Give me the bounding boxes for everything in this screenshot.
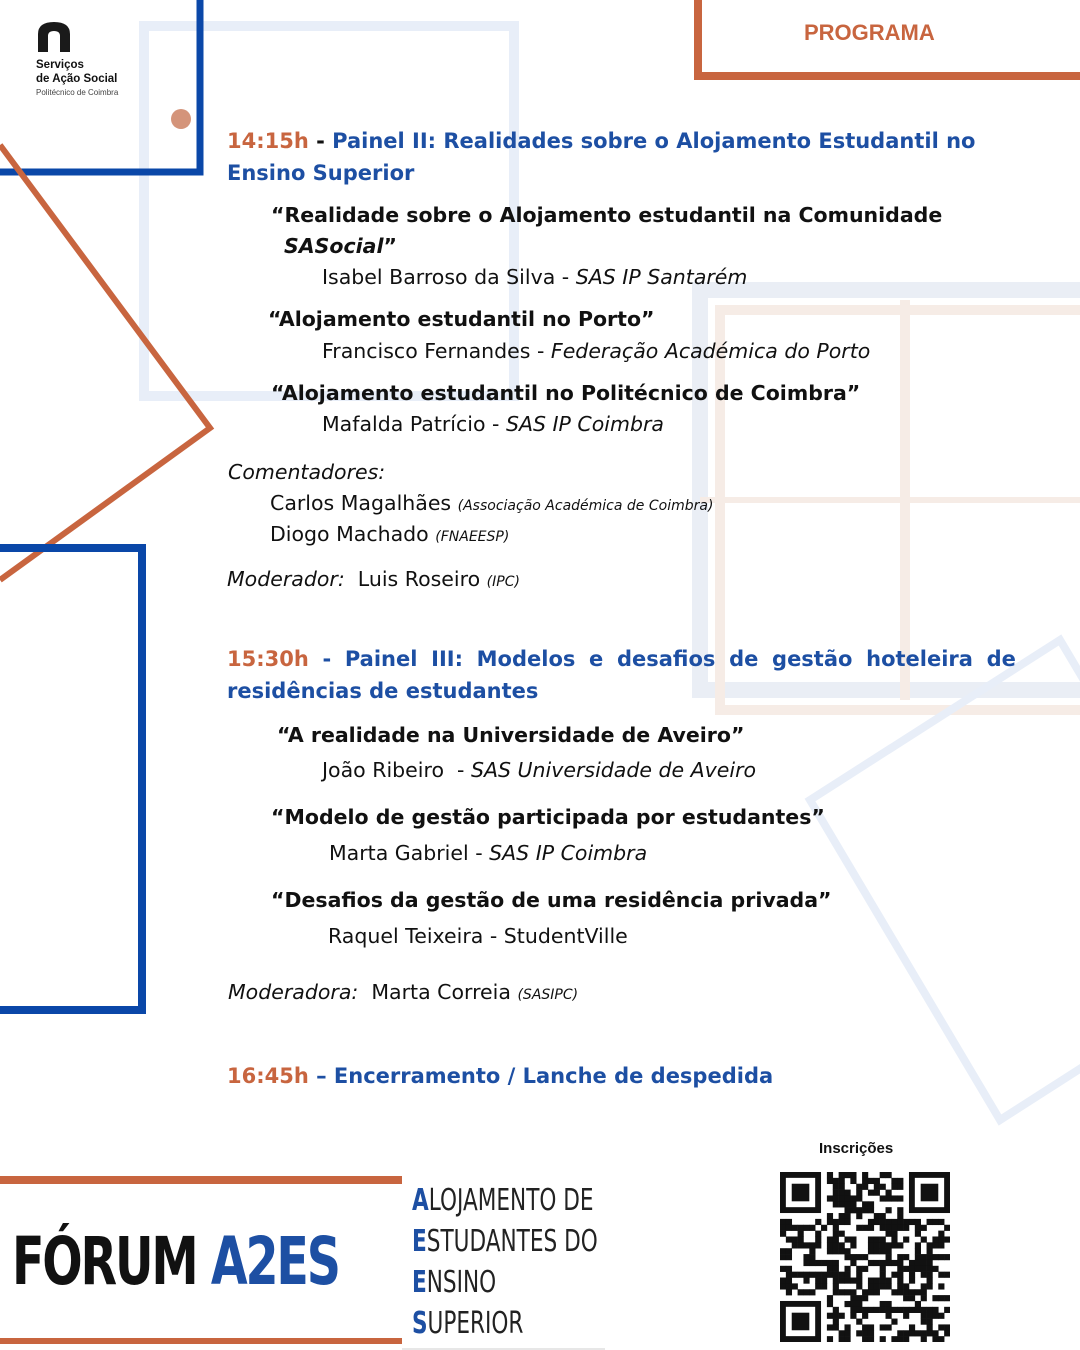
talk-speaker: Marta Gabriel - SAS IP Coimbra <box>329 841 648 865</box>
closing-time: 16:45h <box>227 1064 309 1088</box>
talk-speaker: João Ribeiro - SAS Universidade de Aveiro <box>322 758 757 782</box>
commenter: Carlos Magalhães (Associação Académica de Coimbra) <box>270 491 714 515</box>
panel3-time: 15:30h <box>227 647 309 671</box>
panel2-heading: 14:15h - Painel II: Realidades sobre o Alojamento Estudantil no <box>227 129 976 153</box>
org-logo <box>36 20 118 97</box>
talk-title-cont: SASocial” <box>284 234 398 258</box>
talk-speaker: Raquel Teixeira - StudentVille <box>328 924 628 948</box>
brand-a2es: A2ES <box>210 1223 339 1300</box>
acronym-line: SUPERIOR <box>412 1306 524 1341</box>
qr-finder-pattern <box>792 1313 810 1331</box>
brand-forum: FÓRUM <box>12 1223 211 1300</box>
talk-title: “Realidade sobre o Alojamento estudantil na Comunidade <box>271 203 943 227</box>
panel2-moderator: Moderador: Luis Roseiro (IPC) <box>227 567 520 591</box>
arch-logo-icon <box>36 20 72 52</box>
closing-text: – Encerramento / Lanche de despedida <box>308 1064 774 1088</box>
org-name-line1: Serviços <box>36 59 84 71</box>
panel3-heading: 15:30h - Painel III: Modelos e desafios de gestão hoteleira de <box>227 647 1016 671</box>
blue-bracket-left <box>0 548 142 1010</box>
org-name-line2: de Ação Social <box>36 73 118 85</box>
talk-speaker: Isabel Barroso da Silva - SAS IP Santarém <box>322 265 748 289</box>
org-name-line3: Politécnico de Coimbra <box>36 88 119 97</box>
talk-title: “Alojamento estudantil no Politécnico de Coimbra” <box>271 381 861 405</box>
closing-line <box>227 1064 773 1088</box>
panel3-title-line2: residências de estudantes <box>227 679 539 703</box>
acronym-line: ALOJAMENTO DE <box>412 1183 594 1218</box>
registration-label: Inscrições <box>819 1140 894 1157</box>
talk-speaker: Mafalda Patrício - SAS IP Coimbra <box>322 412 664 436</box>
orange-diagonal <box>0 145 210 580</box>
qr-finder-pattern <box>792 1184 810 1202</box>
forum-brand <box>12 1222 339 1302</box>
talk-title: “Alojamento estudantil no Porto” <box>268 307 655 331</box>
commenter: Diogo Machado (FNAEESP) <box>270 522 510 546</box>
commenters-label: Comentadores: <box>228 460 386 484</box>
talk-speaker: Francisco Fernandes - Federação Académica do Porto <box>322 339 871 363</box>
talk-title: “A realidade na Universidade de Aveiro” <box>277 723 745 747</box>
qr-finder-pattern <box>921 1184 939 1202</box>
talk-title: “Desafios da gestão de uma residência privada” <box>271 888 832 912</box>
program-tab-label: PROGRAMA <box>804 20 935 45</box>
acronym-line: ESTUDANTES DO <box>412 1224 598 1259</box>
orange-dot <box>171 109 191 129</box>
panel2-title: Painel II: Realidades sobre o Alojamento Estudantil no <box>332 129 976 153</box>
panel3-moderator: Moderadora: Marta Correia (SASIPC) <box>228 980 579 1004</box>
acronym-line: ENSINO <box>412 1265 497 1300</box>
registration-qr-code[interactable] <box>780 1172 950 1342</box>
talk-title: “Modelo de gestão participada por estudantes” <box>271 805 825 829</box>
brand-acronym <box>412 1180 598 1344</box>
panel2-title-line2: Ensino Superior <box>227 161 415 185</box>
panel2-time: 14:15h <box>227 129 309 153</box>
